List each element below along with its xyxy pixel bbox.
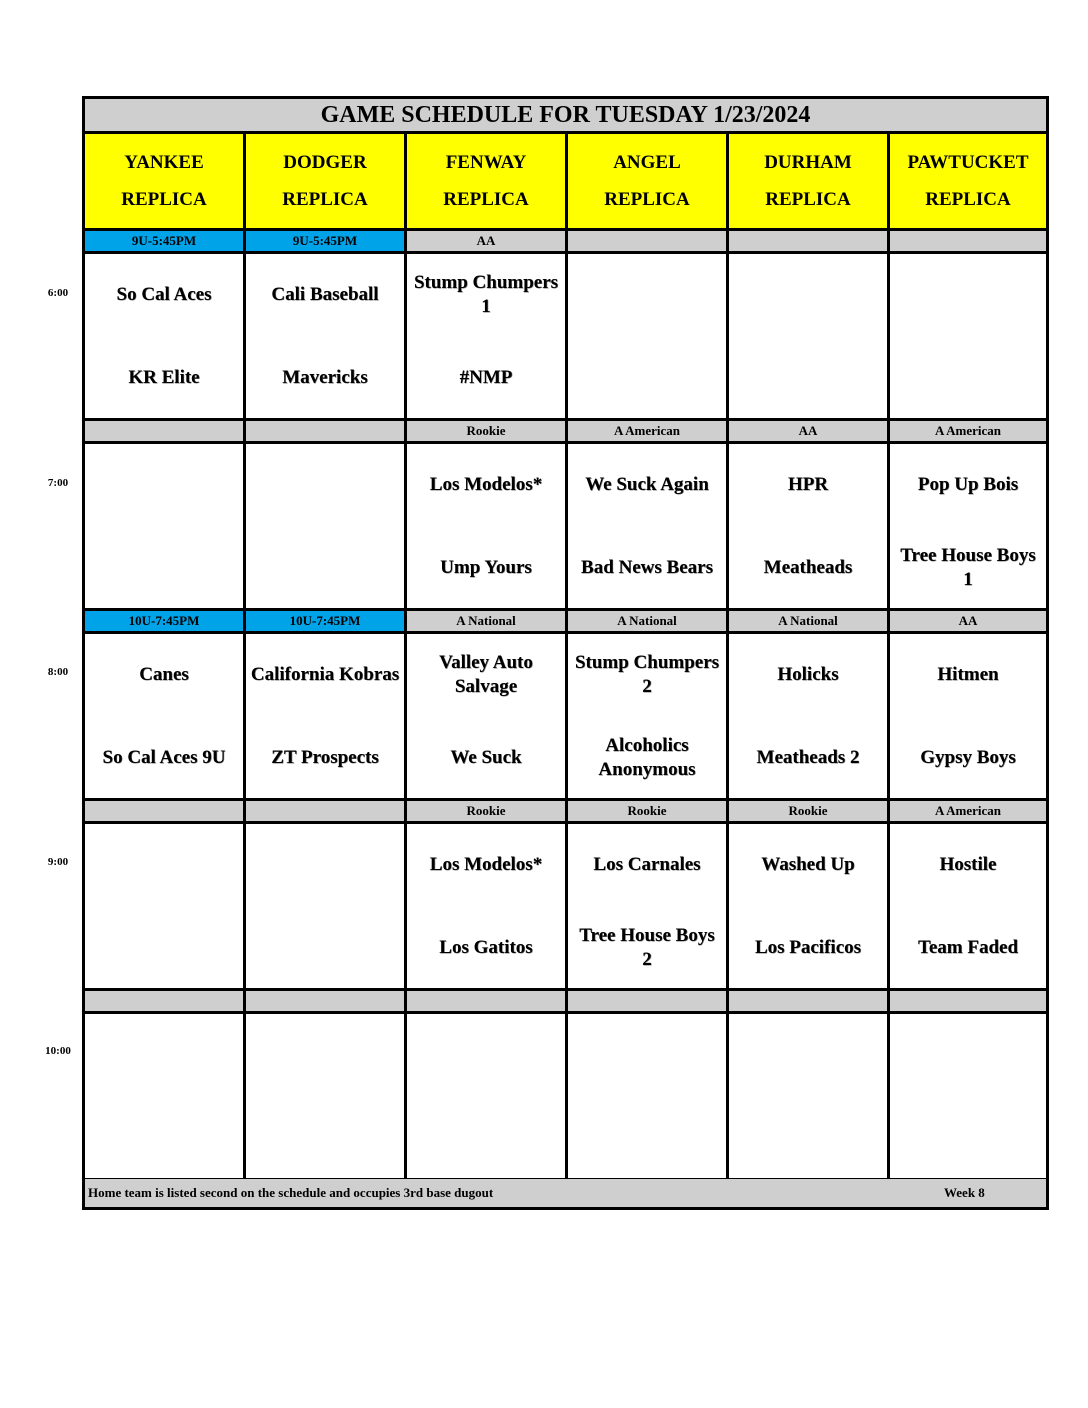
game-cell	[85, 1014, 243, 1178]
division-label	[568, 991, 726, 1011]
venue-sub: REPLICA	[925, 188, 1011, 210]
game-cell	[729, 1014, 887, 1178]
week-label: Week 8	[944, 1185, 985, 1200]
venue-header-3	[568, 134, 726, 228]
home-team: KR Elite	[128, 367, 200, 388]
division-label: Rookie	[568, 801, 726, 821]
away-team: Washed Up	[761, 854, 855, 875]
away-team: We Suck Again	[585, 474, 709, 495]
division-label: A National	[729, 611, 887, 631]
venue-name: PAWTUCKET	[907, 151, 1029, 173]
venue-sub: REPLICA	[604, 188, 690, 210]
away-team: Holicks	[777, 664, 839, 685]
division-label: 10U-7:45PM	[85, 611, 243, 631]
division-label	[890, 231, 1046, 251]
away-team	[568, 1026, 726, 1084]
home-team	[407, 1109, 565, 1167]
away-team: Stump Chumpers 1	[413, 272, 559, 317]
division-label: A American	[890, 421, 1046, 441]
time-label: 6:00	[47, 287, 69, 299]
game-cell	[890, 1014, 1046, 1178]
schedule-table	[82, 96, 1049, 1210]
game-cell	[246, 634, 404, 798]
home-team: Tree House Boys 1	[900, 545, 1036, 590]
division-label	[85, 421, 243, 441]
away-team	[246, 836, 404, 894]
home-team	[85, 539, 243, 597]
game-cell	[568, 444, 726, 608]
home-team: #NMP	[459, 367, 513, 388]
game-cell	[890, 254, 1046, 418]
game-cell	[246, 1014, 404, 1178]
home-team: Meatheads 2	[756, 747, 860, 768]
game-cell	[568, 634, 726, 798]
venue-header-0	[85, 134, 243, 228]
home-team	[246, 539, 404, 597]
game-cell	[246, 254, 404, 418]
away-team	[85, 456, 243, 514]
home-team: So Cal Aces 9U	[102, 747, 226, 768]
home-team	[85, 919, 243, 977]
away-team: Los Modelos*	[429, 854, 543, 875]
home-team	[890, 1109, 1046, 1167]
game-cell	[407, 254, 565, 418]
away-team	[85, 1026, 243, 1084]
game-cell	[407, 1014, 565, 1178]
game-cell	[407, 444, 565, 608]
game-cell	[246, 824, 404, 988]
away-team: Hostile	[939, 854, 997, 875]
game-cell	[729, 444, 887, 608]
division-label: AA	[890, 611, 1046, 631]
away-team	[729, 1026, 887, 1084]
venue-sub: REPLICA	[282, 188, 368, 210]
game-cell	[246, 444, 404, 608]
venue-header-2	[407, 134, 565, 228]
away-team: Canes	[139, 664, 189, 685]
away-team: Pop Up Bois	[917, 474, 1019, 495]
away-team: So Cal Aces	[116, 284, 212, 305]
division-label: 10U-7:45PM	[246, 611, 404, 631]
home-team	[568, 349, 726, 407]
game-cell	[729, 824, 887, 988]
page-title: GAME SCHEDULE FOR TUESDAY 1/23/2024	[85, 99, 1046, 131]
division-label: A American	[568, 421, 726, 441]
home-team	[568, 1109, 726, 1167]
home-team: Los Pacificos	[754, 937, 862, 958]
game-cell	[85, 634, 243, 798]
venue-header-1	[246, 134, 404, 228]
division-label	[729, 991, 887, 1011]
home-team: Mavericks	[282, 367, 368, 388]
venue-sub: REPLICA	[765, 188, 851, 210]
home-team	[85, 1109, 243, 1167]
division-label	[890, 991, 1046, 1011]
away-team	[890, 266, 1046, 324]
away-team: Valley Auto Salvage	[439, 652, 533, 697]
division-label	[246, 421, 404, 441]
division-label	[407, 991, 565, 1011]
game-cell	[568, 254, 726, 418]
away-team: Los Modelos*	[429, 474, 543, 495]
division-label	[568, 231, 726, 251]
home-team	[729, 1109, 887, 1167]
venue-header-4	[729, 134, 887, 228]
footer-bar	[85, 1179, 1046, 1207]
time-label: 7:00	[47, 476, 69, 489]
division-label	[85, 801, 243, 821]
game-cell	[568, 1014, 726, 1178]
division-label: 9U-5:45PM	[85, 231, 243, 251]
game-cell	[729, 634, 887, 798]
division-label: AA	[407, 231, 565, 251]
division-label: Rookie	[407, 801, 565, 821]
division-label	[246, 991, 404, 1011]
division-label: Rookie	[729, 801, 887, 821]
home-team: Ump Yours	[440, 557, 532, 578]
home-team: Tree House Boys 2	[579, 925, 715, 970]
home-team: Los Gatitos	[439, 937, 533, 958]
division-label	[729, 231, 887, 251]
division-label: Rookie	[407, 421, 565, 441]
away-team: California Kobras	[250, 664, 400, 685]
home-team: Meatheads	[763, 557, 853, 578]
home-team: Team Faded	[917, 937, 1019, 958]
venue-name: DURHAM	[764, 151, 852, 173]
game-cell	[890, 634, 1046, 798]
home-team: We Suck	[450, 747, 522, 768]
home-team: ZT Prospects	[271, 747, 379, 768]
away-team	[246, 1026, 404, 1084]
division-label	[85, 991, 243, 1011]
home-team	[890, 349, 1046, 407]
home-team: Bad News Bears	[581, 557, 713, 578]
home-team	[729, 349, 887, 407]
home-team: Gypsy Boys	[920, 747, 1016, 768]
away-team: Los Carnales	[593, 854, 701, 875]
venue-name: ANGEL	[613, 151, 681, 173]
division-label: A National	[568, 611, 726, 631]
away-team: HPR	[787, 474, 829, 495]
game-cell	[890, 444, 1046, 608]
away-team	[890, 1026, 1046, 1084]
home-team: Alcoholics Anonymous	[598, 735, 696, 780]
away-team: Hitmen	[937, 664, 999, 685]
game-cell	[407, 824, 565, 988]
division-label: 9U-5:45PM	[246, 231, 404, 251]
game-cell	[568, 824, 726, 988]
venue-header-5	[890, 134, 1046, 228]
game-cell	[85, 254, 243, 418]
away-team	[729, 266, 887, 324]
away-team	[246, 456, 404, 514]
home-team	[246, 1109, 404, 1167]
game-cell	[407, 634, 565, 798]
division-label	[246, 801, 404, 821]
venue-sub: REPLICA	[121, 188, 207, 210]
time-label: 9:00	[47, 855, 69, 868]
venue-name: DODGER	[283, 151, 367, 173]
venue-name: YANKEE	[124, 151, 204, 173]
division-label: AA	[729, 421, 887, 441]
game-cell	[85, 444, 243, 608]
away-team	[407, 1026, 565, 1084]
game-cell	[85, 824, 243, 988]
venue-name: FENWAY	[445, 151, 527, 173]
division-label: A National	[407, 611, 565, 631]
game-cell	[729, 254, 887, 418]
home-team	[246, 919, 404, 977]
time-label: 8:00	[47, 666, 69, 678]
away-team	[85, 836, 243, 894]
game-cell	[890, 824, 1046, 988]
venue-sub: REPLICA	[443, 188, 529, 210]
away-team: Stump Chumpers 2	[574, 652, 720, 697]
division-label: A American	[890, 801, 1046, 821]
away-team: Cali Baseball	[271, 284, 379, 305]
time-label: 10:00	[45, 1045, 71, 1057]
footer-note: Home team is listed second on the schedule and occupies 3rd base dugout	[88, 1185, 494, 1200]
away-team	[568, 266, 726, 324]
